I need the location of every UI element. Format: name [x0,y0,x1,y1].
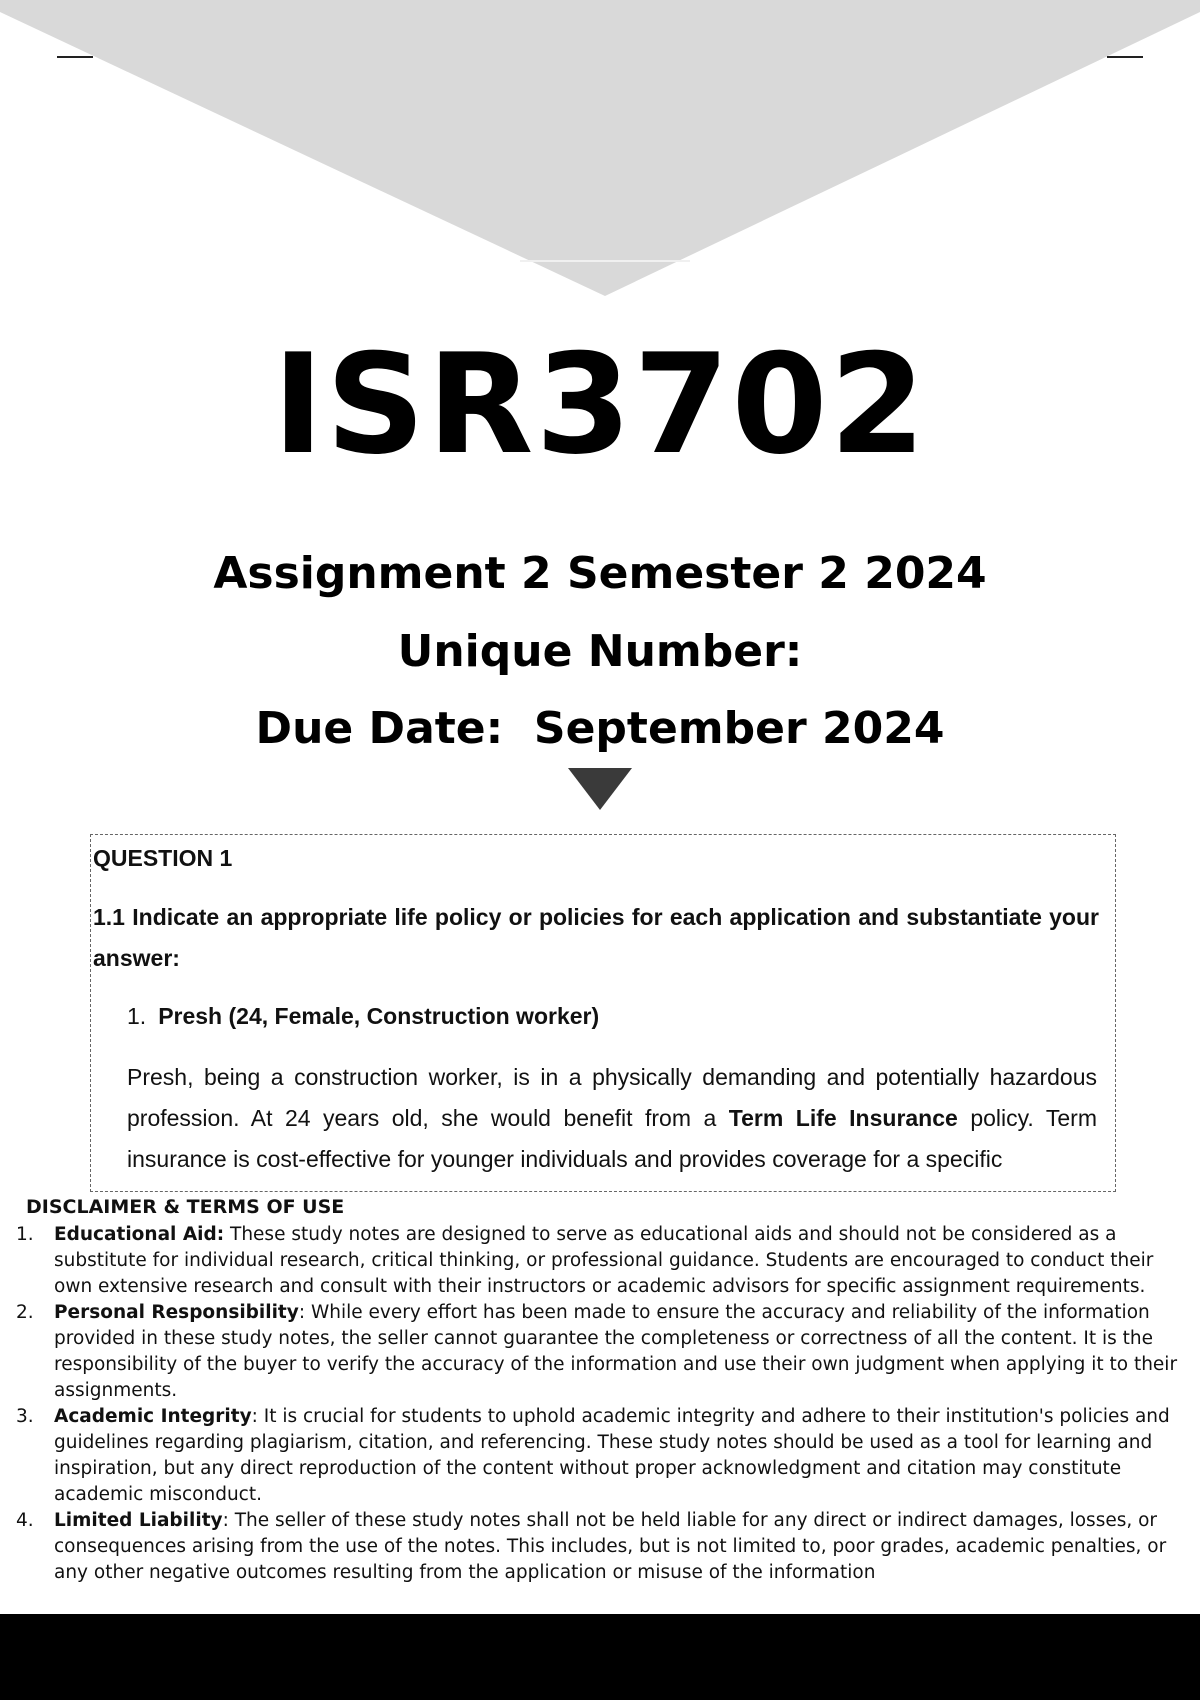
paragraph-text-end: policy. Term insurance is cost-effective for younger individuals and provides coverage for a specific [127,1105,1097,1172]
banner-chevron-shape [0,0,1200,296]
term-title: Academic Integrity [54,1406,252,1427]
paragraph-text-start: Presh, being a construction worker, is in a physically demanding and potentially hazardous profession. At 24 years old, she would benefit from a [127,1064,1097,1131]
question-subheading: 1.1 Indicate an appropriate life policy or policies for each application and substantiate your answer: [93,904,1099,971]
term-text: These study notes are designed to serve as educational aids and should not be considered as a substitute for individual research, critical thinking, or professional guidance. Students are encouraged to conduct their own extensive research and consult with their instructors or academic advisors for specific assignment requirements. [54,1224,1154,1297]
term-number: 3. [16,1406,34,1427]
due-date-line: Due Date: September 2024 [255,703,945,754]
term-number: 2. [16,1302,34,1323]
bottom-black-bar [0,1614,1200,1700]
term-title: Personal Responsibility [54,1302,299,1323]
terms-list-item [16,1300,1188,1404]
answer-paragraph [127,1057,1097,1180]
corner-rule-right [1107,56,1143,58]
paragraph-bold-term: Term Life Insurance [728,1105,958,1131]
question-list-item [127,1003,599,1030]
question-heading: QUESTION 1 [93,845,233,871]
term-number: 1. [16,1224,34,1245]
term-text: : The seller of these study notes shall not be held liable for any direct or indirect damages, losses, or consequences arising from the use of the notes. This includes, but is not limited to, poor grades, academic penalties, or any other negative outcomes resulting from the application or misuse of the information [54,1510,1167,1583]
terms-list-item [16,1222,1188,1300]
terms-list-item [16,1508,1188,1586]
assignment-line: Assignment 2 Semester 2 2024 [213,548,987,599]
course-code-title: ISR3702 [272,324,928,485]
corner-rule-left [57,56,93,58]
term-text: : It is crucial for students to uphold academic integrity and adhere to their institution's policies and guidelines regarding plagiarism, citation, and referencing. These study notes should be used as a tool for learning and inspiration, but any direct reproduction of the content without proper acknowledgment and citation may constitute academic misconduct. [54,1406,1170,1505]
list-item-number: 1. [127,1003,147,1029]
list-item-label: Presh (24, Female, Construction worker) [158,1003,600,1029]
term-text: : While every effort has been made to ensure the accuracy and reliability of the information provided in these study notes, the seller cannot guarantee the completeness or correctness of all the content. It is the responsibility of the buyer to verify the accuracy of the information and use their own judgment when applying it to their assignments. [54,1302,1178,1401]
terms-list-item [16,1404,1188,1508]
term-title: Limited Liability [54,1510,223,1531]
question-preview-box [90,834,1116,1192]
disclaimer-title: DISCLAIMER & TERMS OF USE [26,1196,345,1218]
cover-banner [0,0,1200,300]
down-arrow-icon [568,768,632,810]
term-number: 4. [16,1510,34,1531]
term-title: Educational Aid: [54,1224,225,1245]
terms-list [16,1222,1188,1586]
unique-number-line: Unique Number: [397,626,803,677]
